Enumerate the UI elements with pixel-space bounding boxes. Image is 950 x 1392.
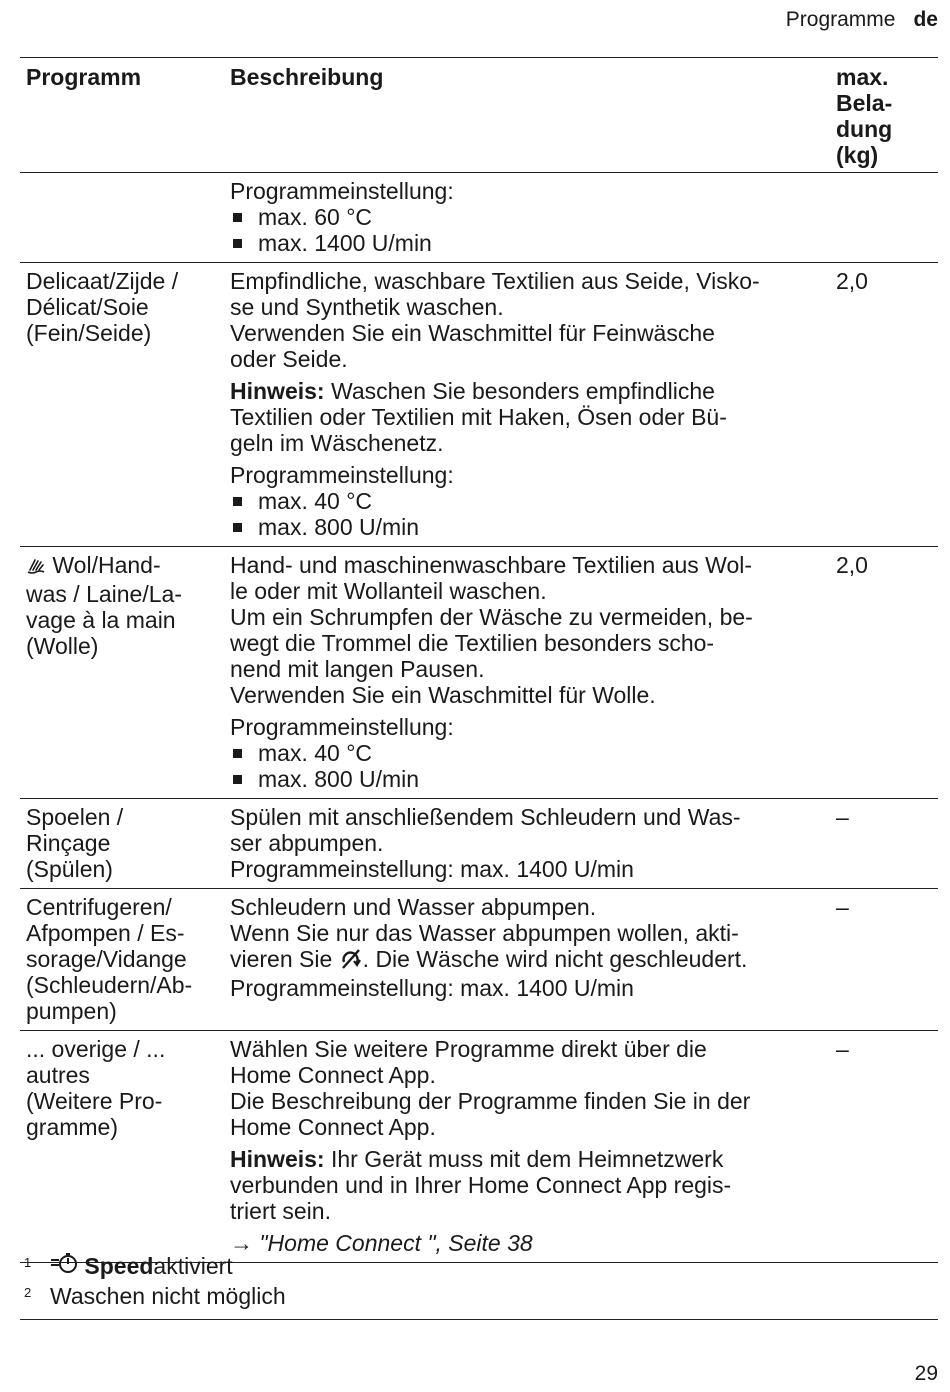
footnote-1: $^1$ Speed aktiviert xyxy=(24,1253,233,1279)
list-item: max. 1400 U/min xyxy=(230,230,830,256)
list-item: max. 40 °C xyxy=(230,740,830,766)
footnote-2: $^2$ Waschen nicht möglich xyxy=(24,1283,286,1309)
program-description: Spülen mit anschließendem Schleudern und Was- ser abpumpen. Programmeinstellung: max. 1400 U/min xyxy=(230,804,741,882)
table-row xyxy=(20,1030,938,1263)
page-reference: → "Home Connect ", Seite 38 xyxy=(230,1230,533,1256)
table-row xyxy=(20,888,938,1030)
program-description: Hand- und maschinenwaschbare Textilien aus Wol- le oder mit Wollanteil waschen. Um ein Schrumpfen der Wäsche zu vermeiden, be- wegt die Trommel die Textilien besonders scho- nend mit langen Pausen. Verwenden Sie ein Waschmittel für Wolle. Programmeinstellung: max. 40 °C max. 800 U/min xyxy=(224,547,830,798)
page-number: 29 xyxy=(914,1362,938,1385)
max-load: – xyxy=(836,1036,849,1062)
program-description: Programmeinstellung: max. 60 °C max. 1400 U/min xyxy=(224,173,830,262)
no-spin-icon xyxy=(339,948,363,975)
language-code: de xyxy=(913,8,938,31)
max-load: 2,0 xyxy=(836,268,868,294)
program-description: Schleudern und Wasser abpumpen. Wenn Sie nur das Wasser abpumpen wollen, akti- vieren Sie . Die Wäsche wird nicht geschleudert. Programmeinstellung: max. 1400 U/min xyxy=(230,894,748,1001)
table-header-row xyxy=(20,57,938,172)
list-item: max. 800 U/min xyxy=(230,514,830,540)
column-header-program: Programm xyxy=(26,64,142,90)
list-item: max. 60 °C xyxy=(230,204,830,230)
program-name: Delicaat/Zijde / Délicat/Soie (Fein/Seide) xyxy=(26,268,179,346)
program-name: Centrifugeren/ Afpompen / Es- sorage/Vidange (Schleudern/Ab- pumpen) xyxy=(26,894,193,1024)
table-row xyxy=(20,798,938,888)
speed-icon xyxy=(50,1252,78,1279)
section-title: Programme xyxy=(785,8,896,31)
table-row xyxy=(20,546,938,798)
footnotes xyxy=(20,1252,938,1320)
program-name: Spoelen / Rinçage (Spülen) xyxy=(26,804,124,882)
max-load: 2,0 xyxy=(836,552,868,578)
note: Hinweis: Waschen Sie besonders empfindliche Textilien oder Textilien mit Haken, Ösen oder Bü- geln im Wäschenetz. xyxy=(230,378,727,456)
program-name xyxy=(20,173,224,262)
page-header xyxy=(786,8,938,32)
list-item: max. 800 U/min xyxy=(230,766,830,792)
program-description: Wählen Sie weitere Programme direkt über die Home Connect App. Die Beschreibung der Programme finden Sie in der Home Connect App. Hinweis: Ihr Gerät muss mit dem Heimnetzwerk verbunden und in Ihrer Home Connect App regis- triert sein. → "Home Connect ", Seite 38 xyxy=(224,1031,830,1262)
column-header-description: Beschreibung xyxy=(230,64,384,90)
program-name: ... overige / ... autres (Weitere Pro- gramme) xyxy=(26,1036,166,1140)
max-load xyxy=(830,173,938,262)
handwash-icon xyxy=(26,555,46,581)
program-description: Empfindliche, waschbare Textilien aus Seide, Visko- se und Synthetik waschen. Verwenden Sie ein Waschmittel für Feinwäsche oder Seide. Hinweis: Waschen Sie besonders empfindliche Textilien oder Textilien mit Haken, Ösen oder Bü- geln im Wäschenetz. Programmeinstellung: max. 40 °C max. 800 U/min xyxy=(224,263,830,546)
table-row xyxy=(20,172,938,262)
note: Hinweis: Ihr Gerät muss mit dem Heimnetzwerk verbunden und in Ihrer Home Connect App regis- triert sein. xyxy=(230,1146,732,1224)
max-load: – xyxy=(836,804,849,830)
list-item: max. 40 °C xyxy=(230,488,830,514)
program-table xyxy=(20,57,938,1263)
program-name: Wol/Hand- was / Laine/La- vage à la main (Wolle) xyxy=(26,552,182,659)
table-row xyxy=(20,262,938,546)
column-header-load: max. Bela- dung (kg) xyxy=(836,64,893,168)
max-load: – xyxy=(836,894,849,920)
